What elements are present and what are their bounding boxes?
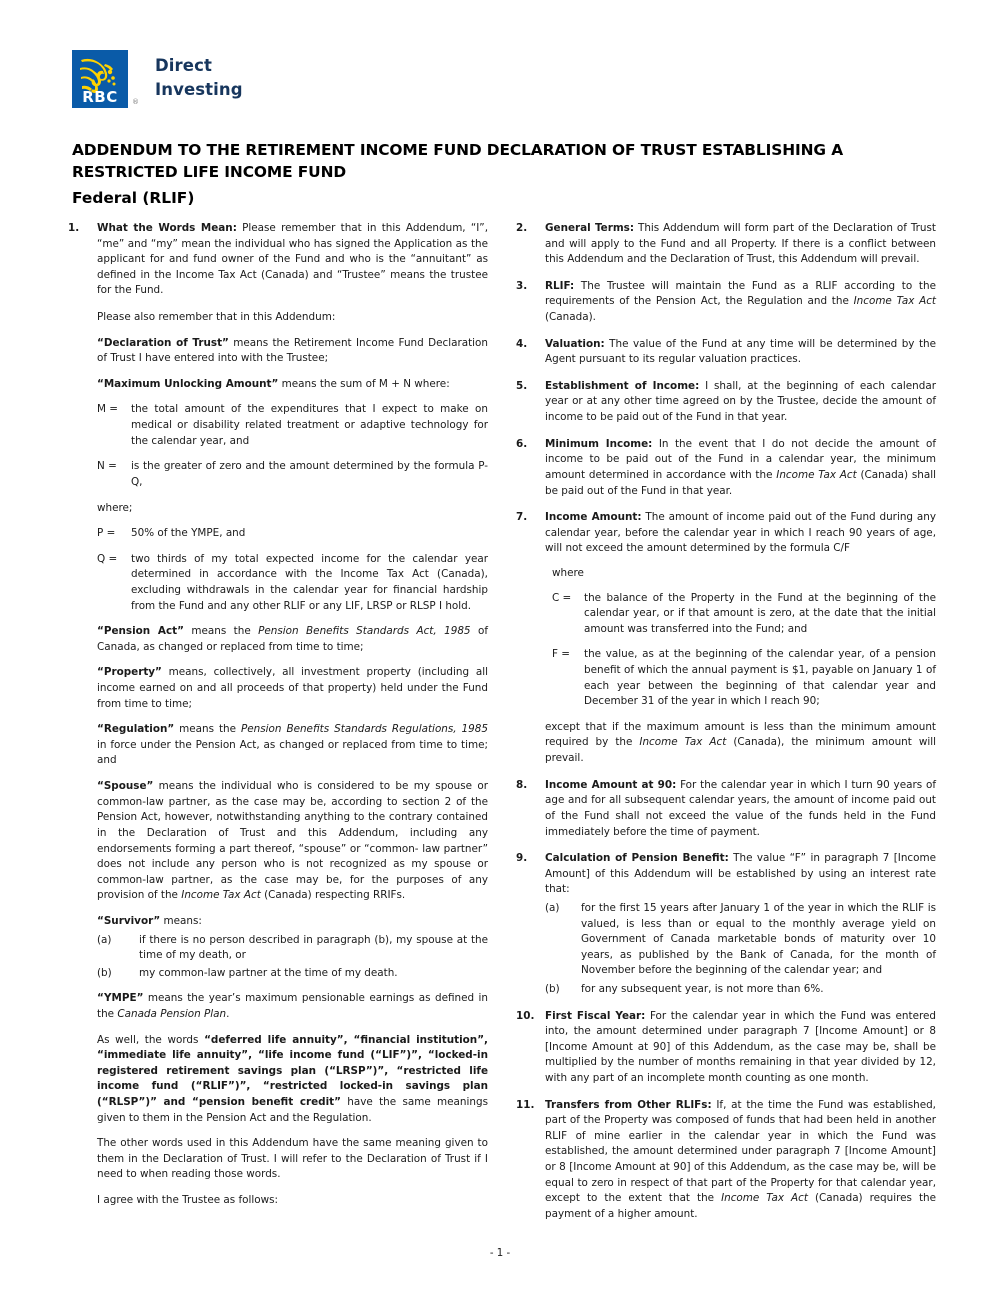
definition-text-a: means the year’s maximum pensionable earnings as defined in the (97, 992, 488, 1020)
please-also-remember-text: Please also remember that in this Addendum: (97, 311, 336, 324)
variable-definition-q (68, 552, 488, 614)
where-label: where; (97, 501, 133, 514)
definition-text: means the Retirement Income Fund Declaration of Trust I have entered into with the Trustee; (97, 336, 488, 365)
variable-symbol: M = (97, 403, 118, 416)
variable-symbol: P = (97, 527, 116, 540)
as-well-suffix: have the same meanings given to them in the Pension Act and the Regulation. (97, 1096, 488, 1124)
clause-text: For the calendar year in which the Fund was entered into, the amount determined under paragraph 7 [Income Amount] or 8 [Income Amount at 90] of this Addendum, as the case may be, shall be multiplied by the number of months remaining in that year divided by 12, with any part of an incomplete month counting as one month. (545, 1009, 936, 1085)
definition-italic: Canada Pension Plan (117, 1007, 227, 1020)
clause-text: The value “F” in paragraph 7 [Income Amount] of this Addendum will be established by using an interest rate that: (545, 852, 937, 896)
clause-2-general-terms (516, 221, 936, 268)
clause-number: 1. (68, 222, 80, 234)
clause-lead: RLIF: (545, 279, 575, 292)
definition-term: “Spouse” (97, 780, 154, 793)
variable-symbol: N = (97, 460, 117, 473)
clause-text-b: (Canada). (545, 311, 596, 324)
where-label: where (552, 566, 584, 579)
definition-term: “Survivor” (97, 914, 161, 927)
definition-declaration-of-trust (68, 336, 488, 367)
clause-number: 2. (516, 222, 528, 234)
clause-lead: Transfers from Other RLIFs: (545, 1098, 712, 1111)
definition-as-well-words (68, 1033, 488, 1127)
as-well-bold-terms: “deferred life annuity”, “financial institution”, “immediate life annuity”, “life income fund (“LIF”)”, “locked-in registered retirement savings plan (“LRSP”)”, “restricted life income fund (“RLIF”)”, “restricted locked-in savings plan (“RLSP”)” and “pension benefit credit” (97, 1033, 488, 1109)
registered-trademark-mark: ® (132, 98, 139, 106)
left-column (68, 221, 488, 1234)
clause-7-income-amount (516, 510, 936, 767)
sub-item-text: for any subsequent year, is not more than 6%. (581, 982, 824, 995)
sub-item-label: (b) (545, 982, 560, 995)
as-well-prefix: As well, the words (97, 1033, 205, 1046)
variable-definition-m (68, 402, 488, 449)
variable-symbol: C = (552, 591, 572, 604)
definition-ympe (68, 991, 488, 1022)
clause-lead: What the Words Mean: (97, 222, 237, 234)
definition-term: “Maximum Unlocking Amount” (97, 377, 279, 390)
definition-text-a: means the (183, 625, 259, 638)
clause-8-income-amount-at-90 (516, 778, 936, 840)
document-subtitle: Federal (RLIF) (72, 189, 195, 207)
sub-item-text: for the first 15 years after January 1 of the year in which the RLIF is valued, is less than or equal to the monthly average yield on Government of Canada marketable bonds of maturity over 10 years, as published by the Bank of Canada, for the month of November before the beginning of the calendar year; and (581, 901, 936, 977)
sub-item-label: (a) (545, 901, 560, 914)
two-column-body (68, 221, 936, 1234)
sub-item-label: (b) (97, 966, 112, 979)
definition-spouse (68, 779, 488, 904)
definition-italic: Pension Benefits Standards Act, 1985 (258, 625, 471, 638)
definition-term: “Pension Act” (97, 625, 184, 638)
variable-text: two thirds of my total expected income for the calendar year determined in accordance with the Income Tax Act (Canada), excluding withdrawals in the calendar year for financial hardship from the Fund and any other RLIF or any LIF, LRSP or RLSP I hold. (131, 552, 488, 612)
definition-italic: Income Tax Act (181, 889, 261, 902)
clause-text: For the calendar year in which I turn 90 years of age and for all subsequent calendar years, the amount of income paid out of the Fund shall not exceed the value of the funds held in the Fund immediately before the time of payment. (545, 778, 936, 838)
sub-item-label: (a) (97, 933, 112, 946)
definition-term: “Property” (97, 666, 162, 679)
definition-regulation (68, 722, 488, 769)
clause-lead: Income Amount: (545, 511, 642, 524)
clause-number: 5. (516, 379, 528, 392)
rbc-direct-investing-logo (72, 50, 243, 108)
variable-symbol: Q = (97, 552, 118, 565)
clause-number: 9. (516, 852, 528, 865)
clause-text: The amount of income paid out of the Fund during any calendar year, before the calendar year in which I reach 90 years of age, will not exceed the amount determined by the formula C/F (545, 511, 936, 555)
clause-number: 7. (516, 511, 528, 524)
clause-lead: Minimum Income: (545, 437, 653, 450)
clause-9-item-b (545, 982, 936, 998)
right-column (516, 221, 936, 1234)
variable-text: the balance of the Property in the Fund at the beginning of the calendar year, or if that amount is zero, at the date that the initial amount was transferred into the Fund; and (584, 591, 936, 635)
variable-symbol: F = (552, 648, 570, 661)
clause-number: 11. (516, 1098, 535, 1111)
rbc-shield-icon (72, 50, 128, 108)
clause-number: 10. (516, 1009, 535, 1022)
clause-9-calculation-of-pension-benefit (516, 851, 936, 997)
variable-definition-p (68, 526, 488, 542)
variable-text: the total amount of the expenditures that I expect to make on medical or disability related treatment or adaptive technology for the calendar year, and (131, 403, 488, 447)
clause-italic: Income Tax Act (853, 295, 936, 308)
clause-4-valuation (516, 337, 936, 368)
clause-text: This Addendum will form part of the Declaration of Trust and will apply to the Fund and all Property. If there is a conflict between this Addendum and the Declaration of Trust, this Addendum will prevail. (545, 222, 936, 266)
clause-lead: Income Amount at 90: (545, 778, 677, 791)
definition-pension-act (68, 624, 488, 655)
exception-text-b: (Canada), the minimum amount will prevail. (545, 736, 936, 765)
survivor-item-b (97, 966, 488, 982)
clause-7-exception-paragraph (545, 720, 936, 767)
definition-text: means: (160, 914, 202, 927)
clause-lead: Calculation of Pension Benefit: (545, 852, 729, 865)
document-title: ADDENDUM TO THE RETIREMENT INCOME FUND DECLARATION OF TRUST ESTABLISHING A RESTRICTED LIFE INCOME FUND (72, 141, 844, 181)
definition-text: means, collectively, all investment property (including all income earned on and all proceeds of that property) held under the Fund from time to time; (97, 666, 488, 710)
clause-italic: Income Tax Act (776, 468, 857, 481)
exception-italic: Income Tax Act (639, 736, 727, 749)
variable-definition-c (545, 591, 936, 638)
rbc-wordmark: RBC (82, 88, 118, 106)
definition-property (68, 665, 488, 712)
clause-lead: First Fiscal Year: (545, 1009, 646, 1022)
definition-text-b: . (226, 1007, 230, 1020)
clause-6-minimum-income (516, 437, 936, 499)
clause-text: The value of the Fund at any time will be determined by the Agent pursuant to its regular valuation practices. (545, 337, 936, 366)
clause-10-first-fiscal-year (516, 1009, 936, 1087)
clause-number: 4. (516, 337, 528, 350)
definition-text-b: of Canada, as changed or replaced from time to time; (97, 625, 488, 653)
clause-text-a: In the event that I do not decide the amount of income to be paid out of the Fund in a calendar year, the minimum amount determined in accordance with the (545, 437, 937, 481)
variable-definition-n (68, 459, 488, 490)
clause-number: 6. (516, 437, 528, 450)
survivor-item-a (97, 933, 488, 964)
other-words-paragraph: The other words used in this Addendum have the same meaning given to them in the Declaration of Trust. I will refer to the Declaration of Trust if I need to when reading those words. (97, 1137, 488, 1181)
survivor-sub-items (68, 933, 488, 982)
page-number-footer: - 1 - (489, 1248, 511, 1259)
clause-3-rlif (516, 279, 936, 326)
definition-text-a: means the (174, 723, 241, 736)
clause-text: I shall, at the beginning of each calendar year or at any other time agreed on by the Trustee, decide the amount of income to be paid out of the Fund in that year. (545, 379, 936, 424)
clause-text-b: (Canada) requires the payment of a higher amount. (545, 1192, 937, 1220)
clause-number: 8. (516, 778, 528, 791)
definition-term: “Regulation” (97, 723, 175, 736)
definition-italic: Pension Benefits Standards Regulations, 1985 (241, 723, 488, 736)
clause-1-what-the-words-mean (68, 221, 488, 299)
clause-text-a: The Trustee will maintain the Fund as a RLIF according to the requirements of the Pension Act, the Regulation and the (545, 279, 936, 308)
sub-item-text: if there is no person described in paragraph (b), my spouse at the time of my death, or (139, 933, 488, 962)
definition-term: “YMPE” (97, 992, 144, 1005)
variable-definition-f (545, 647, 936, 709)
definition-text-b: in force under the Pension Act, as changed or replaced from time to time; and (97, 738, 488, 767)
definition-text-a: means the individual who is considered to be my spouse or common-law partner, as the case may be, according to section 2 of the Pension Act, however, notwithstanding anything to the contrary contained in the Declaration of Trust and this Addendum, including any endorsements forming a part thereof, “spouse” or “common- law partner” does not include any person who is not recognized as my spouse or common-law partner, as the case may be, for the purposes of any provision of the (97, 780, 488, 902)
clause-lead: Valuation: (545, 337, 605, 350)
sub-item-text: my common-law partner at the time of my death. (139, 966, 398, 979)
clause-text-a: If, at the time the Fund was established, part of the Property was composed of funds that had been held in another RLIF of mine earlier in the calendar year in which the Fund was established, the amount determined under paragraph 7 [Income Amount] or 8 [Income Amount at 90] of this Addendum, as the case may be, will be equal to zero in respect of that part of the Property for that calendar year, except to the extent that the (545, 1098, 936, 1205)
clause-5-establishment-of-income (516, 379, 936, 426)
clause-number: 3. (516, 279, 528, 292)
clause-text: Please remember that in this Addendum, “I”, “me” and “my” mean the individual who has signed the Application as the applicant for and fund owner of the Fund and who is the “annuitant” as defined in the Income Tax Act (Canada) and “Trustee” means the trustee for the Fund. (97, 222, 488, 297)
brand-name (155, 50, 243, 102)
brand-line-1: Direct (155, 56, 212, 75)
clause-lead: Establishment of Income: (545, 379, 700, 392)
definition-survivor (68, 914, 488, 930)
clause-11-transfers-from-other-rlifs (516, 1098, 936, 1223)
variable-text: is the greater of zero and the amount determined by the formula P-Q, (131, 460, 488, 488)
definition-term: “Declaration of Trust” (97, 336, 229, 349)
clause-lead: General Terms: (545, 222, 635, 234)
exception-text-a: except that if the maximum amount is less than the minimum amount required by the (545, 720, 936, 749)
clause-italic: Income Tax Act (721, 1192, 808, 1205)
variable-text: 50% of the YMPE, and (131, 527, 246, 540)
clause-text-b: (Canada) shall be paid out of the Fund in that year. (545, 468, 936, 497)
definition-maximum-unlocking-amount (68, 377, 488, 393)
definition-text-b: (Canada) respecting RRIFs. (260, 889, 406, 902)
brand-line-2: Investing (155, 79, 243, 99)
agree-with-trustee-paragraph: I agree with the Trustee as follows: (97, 1194, 279, 1207)
variable-text: the value, as at the beginning of the calendar year, of a pension benefit of which the annual payment is $1, payable on January 1 of each year between the beginning of that calendar year and December 31 of the year in which I reach 90; (584, 648, 936, 708)
definition-text: means the sum of M + N where: (278, 377, 450, 390)
clause-9-item-a (545, 901, 936, 979)
